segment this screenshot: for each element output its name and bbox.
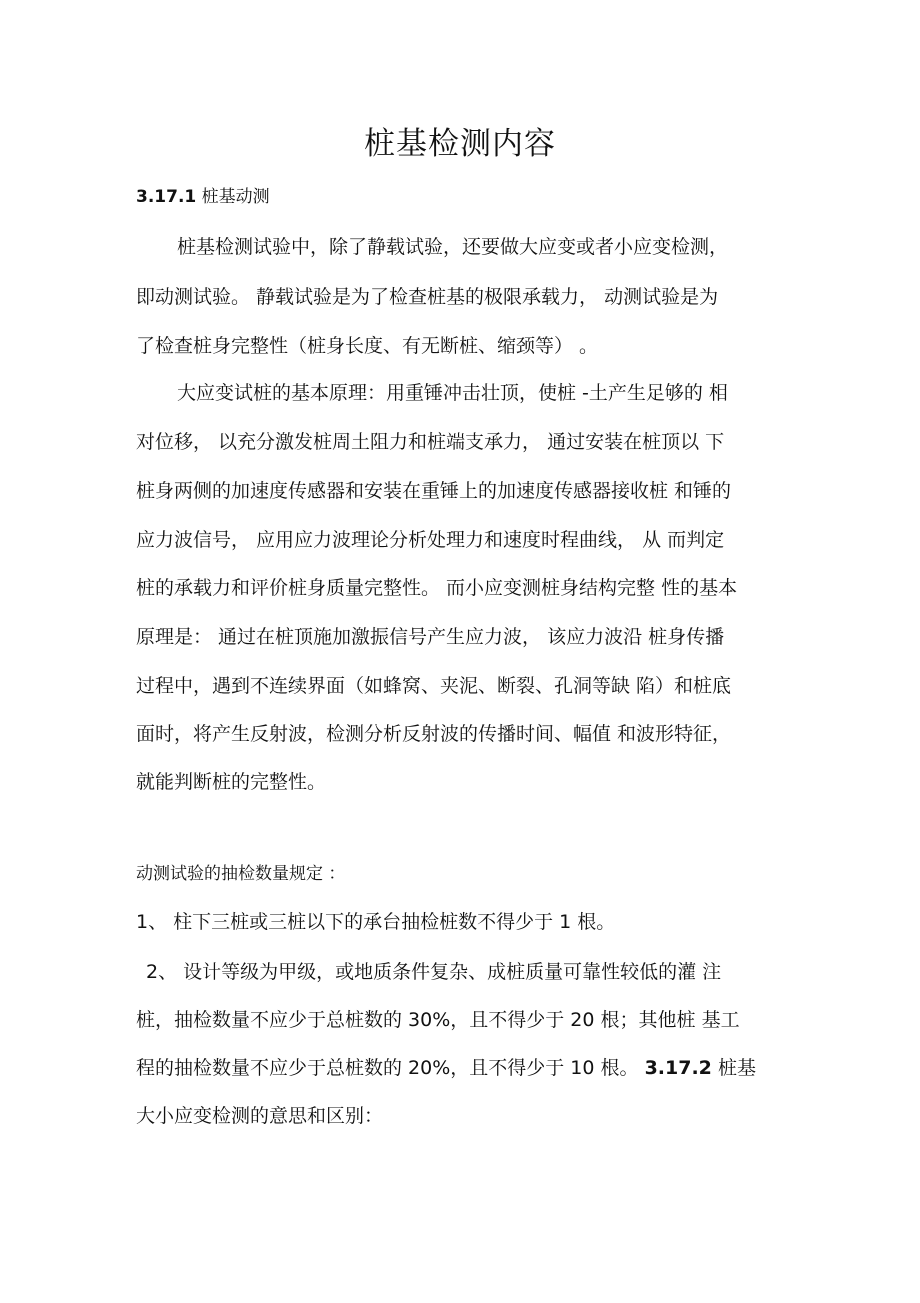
section-heading-text: 桩基动测 (196, 187, 270, 207)
paragraph-line: 面时，将产生反射波，检测分析反射波的传播时间、幅值 和波形特征， (136, 723, 732, 745)
section-number: 3.17.2 (644, 1057, 712, 1079)
rules-heading: 动测试验的抽检数量规定 ： (136, 864, 346, 884)
paragraph-line: 桩身两侧的加速度传感器和安装在重锤上的加速度传感器接收桩 和锤的 (136, 480, 732, 502)
paragraph-line: 过程中，遇到不连续界面（如蜂窝、夹泥、断裂、孔洞等缺 陷）和桩底 (136, 675, 732, 697)
paragraph-line: 大应变试桩的基本原理：用重锤冲击壮顶，使桩 -土产生足够的 相 (177, 382, 728, 404)
rule-item: 2、 设计等级为甲级，或地质条件复杂、成桩质量可靠性较低的灌 注 (146, 961, 722, 983)
section-heading-3-17-2: 大小应变检测的意思和区别： (136, 1105, 384, 1127)
section-number: 3.17.1 (136, 187, 197, 207)
rule-item: 1、 柱下三桩或三桩以下的承台抽检桩数不得少于 1 根。 (136, 911, 616, 933)
section-heading-text: 桩基 (711, 1057, 756, 1079)
paragraph-line: 桩基检测试验中，除了静载试验，还要做大应变或者小应变检测， (177, 236, 729, 258)
paragraph-line: 就能判断桩的完整性。 (136, 771, 327, 793)
paragraph-line: 了检查桩身完整性（桩身长度、有无断桩、缩颈等） 。 (136, 335, 599, 357)
paragraph-line: 对位移， 以充分激发桩周土阻力和桩端支承力， 通过安装在桩顶以 下 (136, 431, 725, 453)
paragraph-line: 原理是： 通过在桩顶施加激振信号产生应力波， 该应力波沿 桩身传播 (136, 626, 725, 648)
rule-item-line: 桩，抽检数量不应少于总桩数的 30%，且不得少于 20 根；其他桩 基工 (136, 1009, 740, 1031)
page-title: 桩基检测内容 (364, 126, 556, 162)
paragraph-line: 桩的承载力和评价桩身质量完整性。 而小应变测桩身结构完整 性的基本 (136, 577, 738, 599)
rule-item-line (136, 1055, 756, 1081)
paragraph-line: 即动测试验。 静载试验是为了检查桩基的极限承载力， 动测试验是为 (136, 286, 719, 308)
paragraph-line: 应力波信号， 应用应力波理论分析处理力和速度时程曲线， 从 而判定 (136, 529, 725, 551)
section-heading-3-17-1 (136, 184, 270, 210)
rule-item-text: 程的抽检数量不应少于总桩数的 20%，且不得少于 10 根。 (136, 1057, 645, 1079)
